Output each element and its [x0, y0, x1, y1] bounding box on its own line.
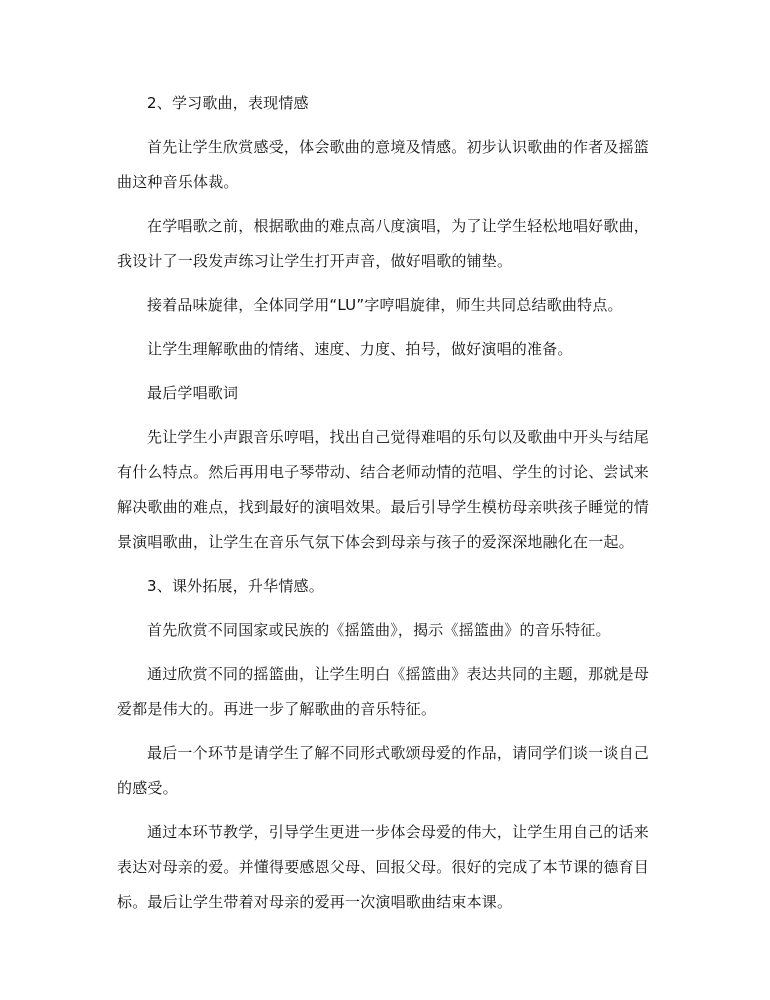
- paragraph: 通过欣赏不同的摇篮曲，让学生明白《摇篮曲》表达共同的主题，那就是母爱都是伟大的。再进一步了解歌曲的音乐特征。: [117, 665, 649, 718]
- paragraph: 先让学生小声跟音乐哼唱，找出自己觉得难唱的乐句以及歌曲中开头与结尾有什么特点。然后再用电子琴带动、结合老师动情的范唱、学生的讨论、尝试来解决歌曲的难点，找到最好的演唱效果。最后引导学生模枋母亲哄孩子睡觉的情景演唱歌曲，让学生在音乐气氛下体会到母亲与孩子的爱深深地融化在一起。: [117, 428, 650, 551]
- paragraph: 通过本环节教学，引导学生更进一步体会母爱的伟大，让学生用自己的话来表达对母亲的爱。并懂得要感恩父母、回报父母。很好的完成了本节课的德育目标。最后让学生带着对母亲的爱再一次演唱歌曲结束本课。: [117, 823, 650, 911]
- paragraph: 最后学唱歌词: [147, 384, 239, 402]
- paragraph: 在学唱歌之前，根据歌曲的难点高八度演唱，为了让学生轻松地唱好歌曲，我设计了一段发声练习让学生打开声音，做好唱歌的铺垫。: [117, 217, 649, 270]
- paragraph: 最后一个环节是请学生了解不同形式歌颂母爱的作品，请同学们谈一谈自己的感受。: [117, 744, 649, 797]
- paragraph: 首先欣赏不同国家或民族的《摇篮曲》，揭示《摇篮曲》的音乐特征。: [147, 621, 611, 639]
- paragraph: 接着品味旋律，全体同学用“LU”字哼唱旋律，师生共同总结歌曲特点。: [147, 296, 623, 314]
- section-heading-3: 3、课外拓展，升华情感。: [147, 577, 324, 595]
- section-heading-2: 2、学习歌曲，表现情感: [147, 94, 309, 112]
- paragraph: 首先让学生欣赏感受，体会歌曲的意境及情感。初步认识歌曲的作者及摇篮曲这种音乐体裁。: [117, 138, 649, 191]
- paragraph: 让学生理解歌曲的情绪、速度、力度、拍号，做好演唱的准备。: [147, 340, 573, 358]
- document-body: [117, 86, 649, 929]
